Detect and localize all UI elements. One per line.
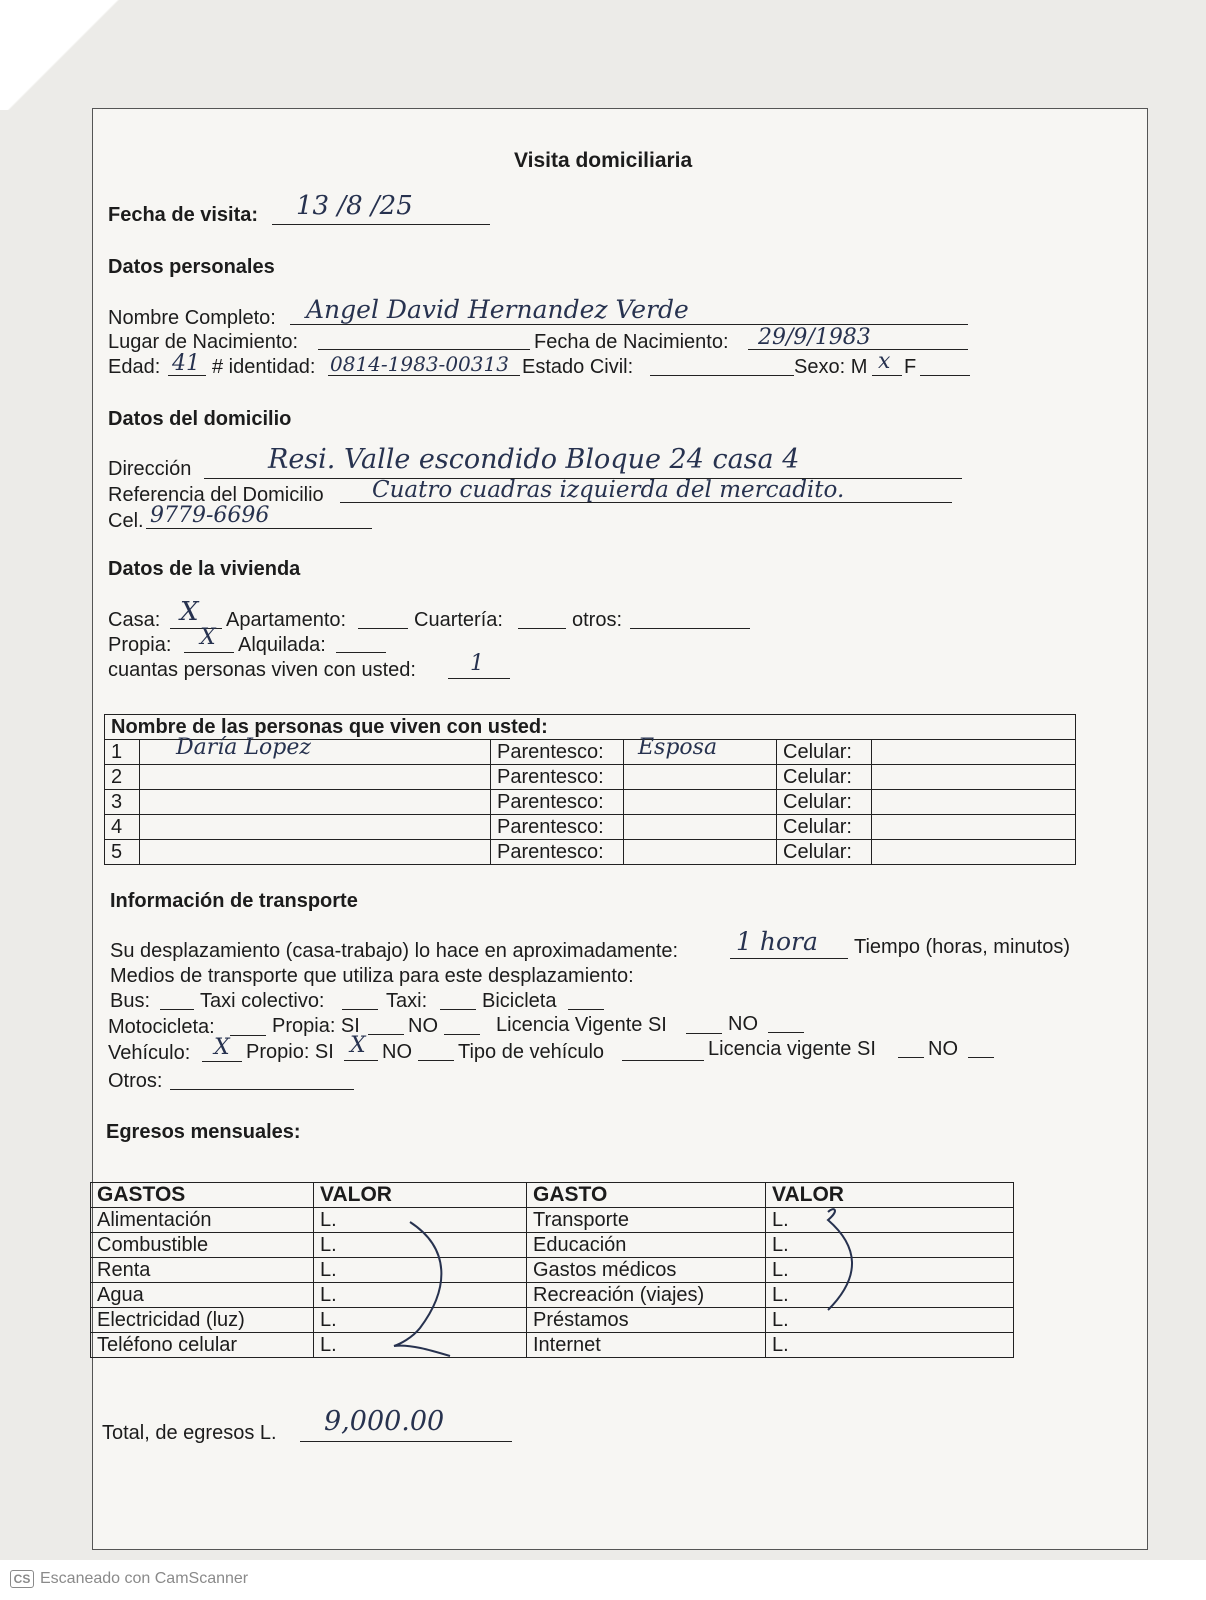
vehicle-license-no-label: NO — [928, 1038, 958, 1060]
moto-license-label: Licencia Vigente SI — [496, 1014, 667, 1036]
sex-f-line — [920, 375, 970, 376]
vehicle-license-no-line — [968, 1057, 994, 1058]
commute-line — [730, 958, 848, 959]
section-domicile-heading: Datos del domicilio — [108, 408, 292, 430]
vehicle-license-label: Licencia vigente SI — [708, 1038, 876, 1060]
vehicle-own-si-line — [344, 1060, 378, 1061]
household-name[interactable] — [140, 815, 491, 840]
means-label: Medios de transporte que utiliza para este desplazamiento: — [110, 965, 634, 987]
relation-value-cell[interactable] — [624, 735, 777, 765]
col-gasto: GASTO — [527, 1183, 766, 1208]
relation-value-cell[interactable] — [624, 765, 777, 790]
own-line — [184, 652, 234, 653]
commute-label: Su desplazamiento (casa-trabajo) lo hace en aproximadamente: — [110, 940, 679, 962]
section-transport-heading: Información de transporte — [110, 890, 358, 912]
others-transport-label: Otros: — [108, 1070, 163, 1092]
expense-value[interactable]: L. — [766, 1283, 1014, 1308]
relation-value-cell[interactable] — [624, 840, 777, 865]
casa-mark[interactable]: X — [180, 597, 199, 627]
expense-label: Electricidad (luz) — [91, 1308, 314, 1333]
commute-unit: Tiempo (horas, minutos) — [854, 936, 1070, 958]
rented-label: Alquilada: — [238, 634, 326, 656]
sex-m-mark[interactable]: x — [878, 349, 891, 374]
expense-label: Educación — [527, 1233, 766, 1258]
table-row — [105, 765, 1076, 790]
cuarteria-label: Cuartería: — [414, 609, 503, 631]
expense-value[interactable]: L. — [766, 1208, 1014, 1233]
commute-value[interactable]: 1 hora — [736, 927, 818, 956]
relation-label: Parentesco: — [491, 815, 624, 840]
birthplace-label: Lugar de Nacimiento: — [108, 331, 299, 353]
cell-value[interactable] — [872, 765, 1076, 790]
cell-value[interactable] — [872, 790, 1076, 815]
cell-value[interactable] — [872, 840, 1076, 865]
moto-line — [230, 1035, 266, 1036]
own-mark[interactable]: X — [200, 625, 216, 650]
expense-value[interactable]: L. — [314, 1258, 527, 1283]
section-expenses-heading: Egresos mensuales: — [106, 1121, 301, 1143]
table-row — [105, 840, 1076, 865]
expense-label: Combustible — [91, 1233, 314, 1258]
col-valor: VALOR — [314, 1183, 527, 1208]
taxi-colectivo-label: Taxi colectivo: — [200, 990, 325, 1012]
relation-value-cell[interactable] — [624, 815, 777, 840]
table-row — [105, 815, 1076, 840]
name-value[interactable]: Angel David Hernandez Verde — [306, 295, 689, 324]
row-number: 4 — [105, 815, 140, 840]
table-row — [91, 1333, 1014, 1358]
people-count-value[interactable]: 1 — [470, 651, 484, 676]
name-label: Nombre Completo: — [108, 307, 276, 329]
col-valor-2: VALOR — [766, 1183, 1014, 1208]
expenses-table — [90, 1182, 1014, 1358]
total-line — [300, 1441, 512, 1442]
taxi-label: Taxi: — [386, 990, 428, 1012]
vehicle-license-si-line — [898, 1057, 924, 1058]
expense-label: Internet — [527, 1333, 766, 1358]
household-table — [104, 714, 1076, 865]
camscanner-logo-icon: CS — [10, 1570, 34, 1588]
sex-m-line — [872, 375, 902, 376]
sex-label: Sexo: M — [794, 356, 868, 378]
expense-value[interactable]: L. — [766, 1308, 1014, 1333]
age-label: Edad: — [108, 356, 161, 378]
relation-value-cell[interactable] — [624, 790, 777, 815]
moto-license-no-label: NO — [728, 1013, 758, 1035]
section-housing-heading: Datos de la vivienda — [108, 558, 301, 580]
household-name[interactable] — [140, 840, 491, 865]
page-corner-fold — [0, 0, 150, 110]
cell-value[interactable] — [872, 815, 1076, 840]
expense-label: Recreación (viajes) — [527, 1283, 766, 1308]
table-row — [91, 1208, 1014, 1233]
visit-date-line — [272, 224, 490, 225]
cell-label: Celular: — [777, 765, 872, 790]
row-number: 3 — [105, 790, 140, 815]
birthdate-label: Fecha de Nacimiento: — [534, 331, 729, 353]
expense-label: Alimentación — [91, 1208, 314, 1233]
moto-own-no-label: NO — [408, 1015, 438, 1037]
scanner-footer — [0, 1560, 1206, 1600]
vehicle-own-si-label: Propio: SI — [246, 1041, 334, 1063]
relation-label: Parentesco: — [491, 790, 624, 815]
bus-label: Bus: — [110, 990, 151, 1012]
rented-line — [336, 652, 386, 653]
table-header-row — [91, 1183, 1014, 1208]
scanner-footer-text: Escaneado con CamScanner — [40, 1570, 249, 1587]
household-name-value: Daría Lopez — [176, 735, 311, 760]
moto-label: Motocicleta: — [108, 1016, 215, 1038]
vehicle-own-mark[interactable]: X — [350, 1033, 366, 1058]
expense-label: Transporte — [527, 1208, 766, 1233]
civil-status-label: Estado Civil: — [522, 356, 634, 378]
phone-line — [146, 528, 372, 529]
taxi-colectivo-line — [342, 1009, 378, 1010]
household-name[interactable] — [140, 735, 491, 765]
people-count-line — [448, 678, 510, 679]
moto-own-si-label: Propia: SI — [272, 1015, 360, 1037]
people-count-label: cuantas personas viven con usted: — [108, 659, 416, 681]
sex-f-label: F — [904, 356, 917, 378]
household-name[interactable] — [140, 790, 491, 815]
address-label: Dirección — [108, 458, 192, 480]
phone-value[interactable]: 9779-6696 — [150, 503, 270, 528]
total-value[interactable]: 9,000.00 — [324, 1406, 445, 1437]
otros-housing-line — [630, 628, 750, 629]
taxi-line — [440, 1009, 476, 1010]
relation-label: Parentesco: — [491, 840, 624, 865]
vehicle-mark[interactable]: X — [214, 1035, 230, 1060]
vehicle-type-line — [622, 1060, 704, 1061]
expense-label: Renta — [91, 1258, 314, 1283]
expense-value[interactable]: L. — [766, 1258, 1014, 1283]
vehicle-type-label: Tipo de vehículo — [458, 1041, 605, 1063]
row-number: 5 — [105, 840, 140, 865]
vehicle-own-no-label: NO — [382, 1041, 412, 1063]
expense-label: Préstamos — [527, 1308, 766, 1333]
moto-own-si-line — [368, 1034, 404, 1035]
row-number: 2 — [105, 765, 140, 790]
id-value[interactable]: 0814-1983-00313 — [330, 352, 509, 376]
cuarteria-line — [518, 628, 566, 629]
relation-value: Esposa — [638, 735, 718, 760]
expense-label: Gastos médicos — [527, 1258, 766, 1283]
casa-label: Casa: — [108, 609, 161, 631]
cell-label: Celular: — [777, 840, 872, 865]
expense-value[interactable]: L. — [314, 1308, 527, 1333]
vehicle-line — [202, 1061, 242, 1062]
left-bracket-scribble — [390, 1218, 460, 1358]
moto-own-no-line — [444, 1034, 480, 1035]
bicycle-line — [568, 1009, 604, 1010]
visit-date-value[interactable]: 13 /8 /25 — [296, 191, 413, 221]
apartment-line — [358, 628, 408, 629]
expense-label: Agua — [91, 1283, 314, 1308]
relation-label: Parentesco: — [491, 740, 624, 765]
visit-date-label: Fecha de visita: — [108, 204, 259, 226]
right-bracket-scribble — [818, 1206, 868, 1316]
age-value[interactable]: 41 — [172, 351, 200, 376]
otros-housing-label: otros: — [572, 609, 623, 631]
table-row — [105, 740, 1076, 765]
reference-value[interactable]: Cuatro cuadras izquierda del mercadito. — [372, 477, 845, 503]
expense-label: Teléfono celular — [91, 1333, 314, 1358]
household-name[interactable] — [140, 765, 491, 790]
table-row — [91, 1258, 1014, 1283]
table-row — [105, 790, 1076, 815]
others-transport-line — [170, 1089, 354, 1090]
bicycle-label: Bicicleta — [482, 990, 557, 1012]
expense-value[interactable]: L. — [314, 1333, 527, 1358]
table-row — [91, 1283, 1014, 1308]
relation-label: Parentesco: — [491, 765, 624, 790]
expense-value[interactable]: L. — [314, 1208, 527, 1233]
total-label: Total, de egresos L. — [102, 1422, 277, 1444]
vehicle-own-no-line — [418, 1060, 454, 1061]
vehicle-label: Vehículo: — [108, 1042, 191, 1064]
expense-value[interactable]: L. — [766, 1233, 1014, 1258]
birthplace-line — [318, 349, 530, 350]
row-number: 1 — [105, 740, 140, 765]
section-personal-heading: Datos personales — [108, 256, 275, 278]
cell-label: Celular: — [777, 790, 872, 815]
civil-status-line — [650, 375, 794, 376]
moto-license-si-line — [686, 1033, 722, 1034]
expense-value[interactable]: L. — [314, 1283, 527, 1308]
table-row — [91, 1233, 1014, 1258]
col-gastos: GASTOS — [91, 1183, 314, 1208]
cell-label: Celular: — [777, 740, 872, 765]
expense-value[interactable]: L. — [766, 1333, 1014, 1358]
table-row — [91, 1308, 1014, 1333]
apartment-label: Apartamento: — [226, 609, 347, 631]
address-value[interactable]: Resi. Valle escondido Bloque 24 casa 4 — [268, 444, 800, 475]
expense-value[interactable]: L. — [314, 1233, 527, 1258]
moto-license-no-line — [768, 1032, 804, 1033]
phone-label: Cel. — [108, 510, 144, 532]
cell-value[interactable] — [872, 740, 1076, 765]
birthdate-value[interactable]: 29/9/1983 — [758, 325, 871, 350]
bus-line — [160, 1009, 194, 1010]
cell-label: Celular: — [777, 815, 872, 840]
page-title: Visita domiciliaria — [514, 149, 693, 172]
household-heading: Nombre de las personas que viven con usted: — [105, 715, 1076, 740]
reference-label: Referencia del Domicilio — [108, 484, 324, 506]
own-label: Propia: — [108, 634, 172, 656]
id-label: # identidad: — [212, 356, 316, 378]
